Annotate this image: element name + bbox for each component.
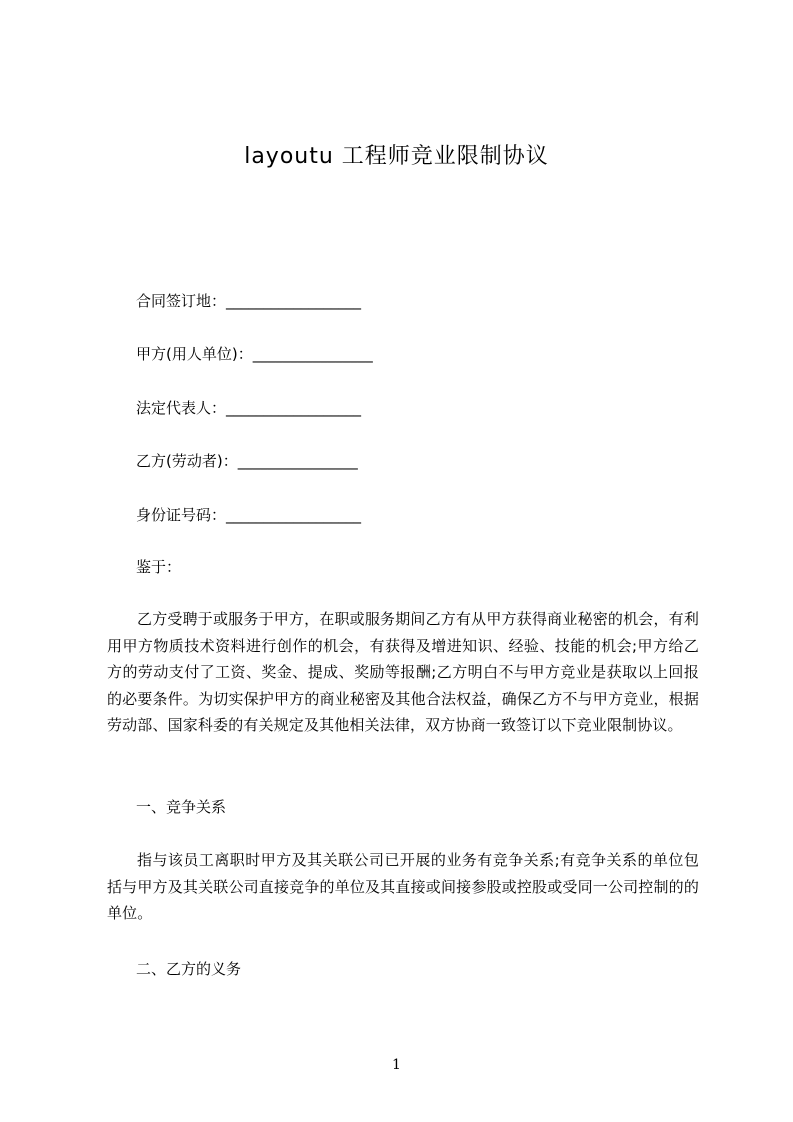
intro-paragraph: 乙方受聘于或服务于甲方，在职或服务期间乙方有从甲方获得商业秘密的机会，有利用甲方物质技术资料进行创作的机会，有获得及增进知识、经验、技能的机会;甲方给乙方的劳动支付了工资、奖金、提成、奖励等报酬;乙方明白不与甲方竞业是获取以上回报的必要条件。为切实保护甲方的商业秘密及其他合法权益，确保乙方不与甲方竞业，根据劳动部、国家科委的有关规定及其他相关法律，双方协商一致签订以下竞业限制协议。 xyxy=(107,610,699,735)
field-blank: ________________ xyxy=(237,452,358,470)
field-party-a xyxy=(136,344,373,364)
field-label: 合同签订地： xyxy=(136,292,227,310)
field-label: 乙方(劳动者)： xyxy=(136,452,238,470)
section-1-heading: 一、竞争关系 xyxy=(136,798,227,816)
field-blank: __________________ xyxy=(226,292,362,310)
section-2-heading: 二、乙方的义务 xyxy=(136,960,242,978)
document-title: layoutu 工程师竞业限制协议 xyxy=(244,144,549,169)
field-id-number xyxy=(136,505,361,525)
field-contract-place xyxy=(136,291,361,311)
field-party-b xyxy=(136,451,358,471)
field-label: 法定代表人： xyxy=(136,399,227,417)
whereas-heading: 鉴于： xyxy=(136,558,182,576)
field-legal-representative xyxy=(136,398,361,418)
field-blank: __________________ xyxy=(226,399,362,417)
field-blank: __________________ xyxy=(226,506,362,524)
field-label: 身份证号码： xyxy=(136,506,227,524)
field-label: 甲方(用人单位)： xyxy=(136,345,253,363)
section-1-text: 指与该员工离职时甲方及其关联公司已开展的业务有竞争关系;有竞争关系的单位包括与甲方及其关联公司直接竞争的单位及其直接或间接参股或控股或受同一公司控制的的单位。 xyxy=(107,851,699,923)
field-blank: ________________ xyxy=(252,345,373,363)
page-number: 1 xyxy=(392,1057,401,1073)
